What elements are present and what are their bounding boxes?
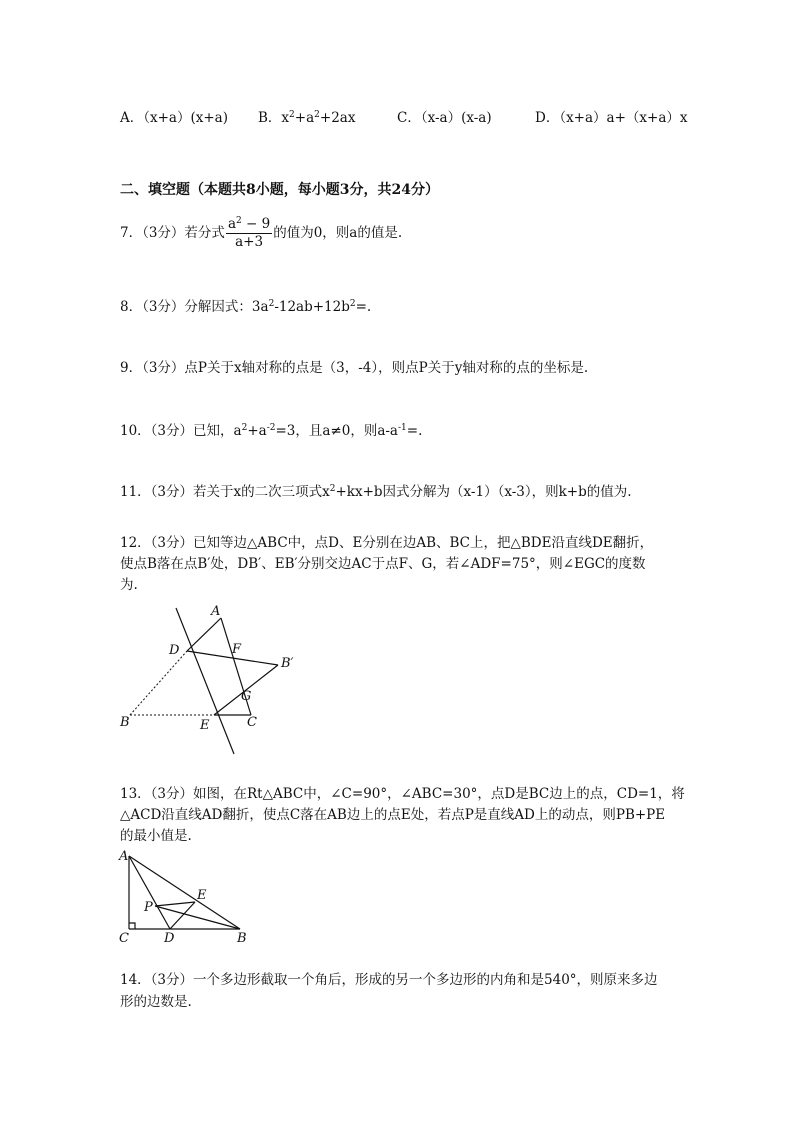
question-13-line-3: 的最小值是. bbox=[120, 828, 192, 844]
question-8 bbox=[120, 297, 371, 317]
segment-ab bbox=[129, 856, 240, 929]
label-c: C bbox=[119, 931, 129, 946]
q8-part: =. bbox=[355, 299, 372, 315]
option-b-part: +a bbox=[294, 110, 315, 126]
label-b: B bbox=[237, 931, 247, 946]
label-a: A bbox=[211, 604, 221, 619]
question-11 bbox=[120, 482, 632, 502]
question-12-line-3: 为. bbox=[120, 577, 138, 593]
q10-exp: -1 bbox=[397, 423, 407, 433]
q7-fraction bbox=[226, 216, 272, 251]
q7-numerator bbox=[226, 216, 272, 234]
q8-part: 8．（3分）分解因式：3a bbox=[120, 299, 269, 315]
q10-part: =. bbox=[406, 423, 423, 439]
label-a: A bbox=[119, 849, 129, 864]
label-p: P bbox=[144, 900, 153, 915]
option-a: A．（x+a）(x+a) bbox=[120, 110, 228, 126]
label-g: G bbox=[241, 689, 252, 704]
q7-prefix: 7．（3分）若分式 bbox=[120, 225, 225, 241]
q7-denominator: a+3 bbox=[235, 234, 264, 250]
q8-exp: 2 bbox=[268, 299, 275, 309]
label-f: F bbox=[232, 642, 242, 657]
question-13-line-1: 13．（3分）如图，在Rt△ABC中，∠C=90°，∠ABC=30°，点D是BC边上的点，CD=1，将 bbox=[120, 786, 685, 802]
figure-12 bbox=[110, 598, 310, 758]
q10-exp: 2 bbox=[241, 423, 248, 433]
label-d: D bbox=[169, 643, 180, 658]
question-14-line-1: 14．（3分）一个多边形截取一个角后，形成的另一个多边形的内角和是540°，则原来多边 bbox=[120, 972, 658, 988]
q8-exp: 2 bbox=[349, 299, 356, 309]
q8-part: -12ab+12b bbox=[274, 299, 350, 315]
question-12-line-1: 12．（3分）已知等边△ABC中，点D、E分别在边AB、BC上，把△BDE沿直线DE翻折， bbox=[120, 535, 654, 551]
label-c: C bbox=[247, 715, 257, 730]
option-d: D．（x+a）a+（x+a）x bbox=[535, 110, 688, 126]
label-e: E bbox=[197, 888, 207, 903]
question-14-line-2: 形的边数是. bbox=[120, 994, 192, 1010]
question-7 bbox=[120, 213, 402, 253]
label-e: E bbox=[200, 718, 210, 733]
q11-exp: 2 bbox=[329, 484, 336, 494]
option-c: C．（x-a）(x-a) bbox=[397, 110, 492, 126]
label-d: D bbox=[164, 931, 175, 946]
option-b-part: +2ax bbox=[319, 110, 356, 126]
q10-part: =3，且a≠0，则a-a bbox=[275, 423, 398, 439]
right-angle-mark bbox=[129, 923, 135, 929]
q11-part: 11．（3分）若关于x的二次三项式x bbox=[120, 484, 330, 500]
q7-suffix: 的值为0，则a的值是. bbox=[273, 225, 403, 241]
segment-ad bbox=[129, 856, 170, 929]
label-b: B bbox=[120, 715, 130, 730]
question-9: 9．（3分）点P关于x轴对称的点是（3，-4），则点P关于y轴对称的点的坐标是. bbox=[120, 360, 589, 376]
figure-13 bbox=[110, 846, 270, 950]
section-title: 二、填空题（本题共8小题，每小题3分，共24分） bbox=[120, 182, 439, 198]
segment-pe bbox=[155, 902, 195, 906]
question-13-line-2: △ACD沿直线AD翻折，使点C落在AB边上的点E处，若点P是直线AD上的动点，则PB+PE bbox=[120, 807, 666, 823]
question-10 bbox=[120, 421, 422, 441]
option-b-exp: 2 bbox=[314, 110, 320, 120]
q7-num-exp: 2 bbox=[236, 216, 242, 226]
q11-part: +kx+b因式分解为（x-1）（x-3），则k+b的值为. bbox=[335, 484, 632, 500]
q7-num-base: a bbox=[227, 216, 236, 232]
dashed-segment-bd bbox=[130, 651, 187, 715]
segment-ad bbox=[187, 618, 221, 651]
option-b-part: B．x bbox=[258, 110, 290, 126]
option-b-exp: 2 bbox=[289, 110, 295, 120]
label-b-prime: B′ bbox=[281, 656, 294, 671]
question-12-line-2: 使点B落在点B′处，DB′、EB′分别交边AC于点F、G，若∠ADF=75°，则∠EGC的度数 bbox=[120, 556, 646, 572]
q10-part: +a bbox=[247, 423, 267, 439]
q10-part: 10．（3分）已知，a bbox=[120, 423, 242, 439]
q10-exp: -2 bbox=[266, 423, 276, 433]
option-b bbox=[258, 108, 355, 128]
q7-num-rest: − 9 bbox=[241, 216, 271, 232]
